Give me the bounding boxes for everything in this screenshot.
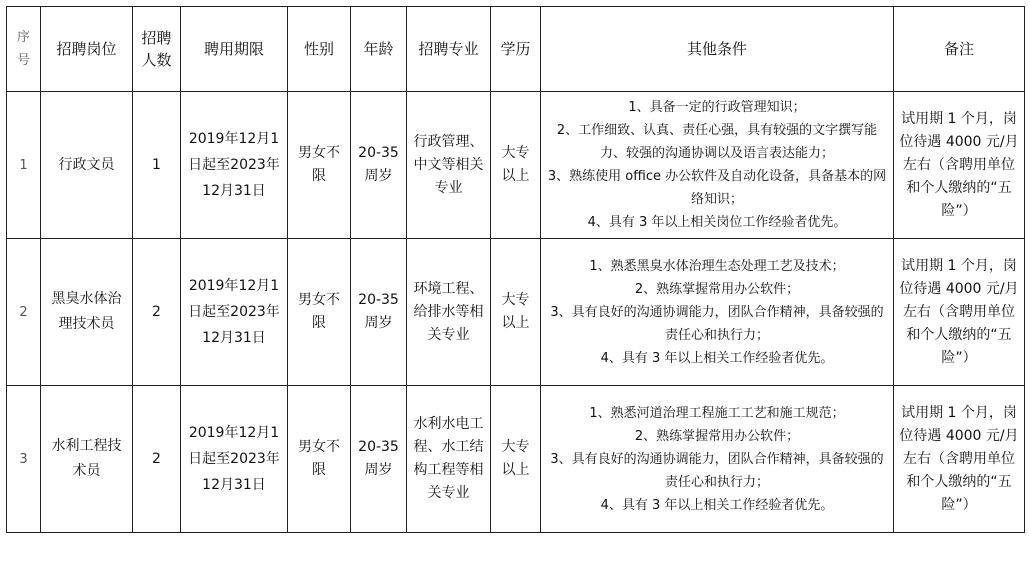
header-age: 年龄	[351, 7, 407, 92]
row-gender: 男女不限	[288, 239, 351, 386]
row-age: 20-35周岁	[351, 92, 407, 239]
row-remarks: 试用期 1 个月，岗位待遇 4000 元/月左右（含聘用单位和个人缴纳的“五险”）	[894, 386, 1025, 533]
row-count: 2	[133, 386, 181, 533]
condition-item: 4、具有 3 年以上相关工作经验者优先。	[600, 350, 834, 366]
table-row	[7, 239, 1025, 386]
row-period: 2019年12月1日起至2023年12月31日	[181, 239, 288, 386]
row-seq: 1	[7, 92, 41, 239]
row-conditions	[541, 386, 894, 533]
table-row	[7, 386, 1025, 533]
row-conditions	[541, 239, 894, 386]
row-seq: 2	[7, 239, 41, 386]
recruitment-table	[6, 6, 1025, 533]
condition-item: 1、熟悉黑臭水体治理生态处理工艺及技术；	[589, 258, 845, 274]
header-seq: 序号	[7, 7, 41, 92]
row-remarks: 试用期 1 个月，岗位待遇 4000 元/月左右（含聘用单位和个人缴纳的“五险”）	[894, 92, 1025, 239]
row-seq: 3	[7, 386, 41, 533]
header-remarks: 备注	[894, 7, 1025, 92]
condition-item: 3、具有良好的沟通协调能力，团队合作精神，具备较强的责任心和执行力；	[550, 451, 884, 490]
row-gender: 男女不限	[288, 386, 351, 533]
row-count: 1	[133, 92, 181, 239]
header-conditions: 其他条件	[541, 7, 894, 92]
row-education: 大专以上	[491, 386, 541, 533]
row-count: 2	[133, 239, 181, 386]
condition-item: 3、熟练使用 office 办公软件及自动化设备，具备基本的网络知识；	[547, 169, 887, 207]
row-position: 黑臭水体治理技术员	[41, 239, 133, 386]
condition-item: 2、熟练掌握常用办公软件；	[634, 428, 800, 444]
row-gender: 男女不限	[288, 92, 351, 239]
row-position: 行政文员	[41, 92, 133, 239]
row-remarks: 试用期 1 个月，岗位待遇 4000 元/月左右（含聘用单位和个人缴纳的“五险”）	[894, 239, 1025, 386]
row-period: 2019年12月1日起至2023年12月31日	[181, 386, 288, 533]
condition-item: 4、具有 3 年以上相关岗位工作经验者优先。	[587, 215, 847, 230]
row-conditions	[541, 92, 894, 239]
header-count: 招聘人数	[133, 7, 181, 92]
row-education: 大专以上	[491, 239, 541, 386]
row-major: 环境工程、给排水等相关专业	[407, 239, 491, 386]
row-major: 行政管理、中文等相关专业	[407, 92, 491, 239]
row-period: 2019年12月1日起至2023年12月31日	[181, 92, 288, 239]
header-period: 聘用期限	[181, 7, 288, 92]
condition-item: 1、熟悉河道治理工程施工工艺和施工规范；	[589, 405, 845, 421]
condition-item: 1、具备一定的行政管理知识；	[628, 100, 806, 115]
condition-item: 2、工作细致、认真、责任心强，具有较强的文字撰写能力、较强的沟通协调以及语言表达能力；	[556, 123, 878, 161]
header-gender: 性别	[288, 7, 351, 92]
table-row	[7, 92, 1025, 239]
header-row	[7, 7, 1025, 92]
condition-item: 2、熟练掌握常用办公软件；	[634, 281, 800, 297]
header-position: 招聘岗位	[41, 7, 133, 92]
condition-item: 3、具有良好的沟通协调能力，团队合作精神，具备较强的责任心和执行力；	[550, 304, 884, 343]
row-position: 水利工程技术员	[41, 386, 133, 533]
header-education: 学历	[491, 7, 541, 92]
row-education: 大专以上	[491, 92, 541, 239]
header-major: 招聘专业	[407, 7, 491, 92]
row-age: 20-35周岁	[351, 386, 407, 533]
row-major: 水利水电工程、水工结构工程等相关专业	[407, 386, 491, 533]
condition-item: 4、具有 3 年以上相关工作经验者优先。	[600, 497, 834, 513]
row-age: 20-35周岁	[351, 239, 407, 386]
